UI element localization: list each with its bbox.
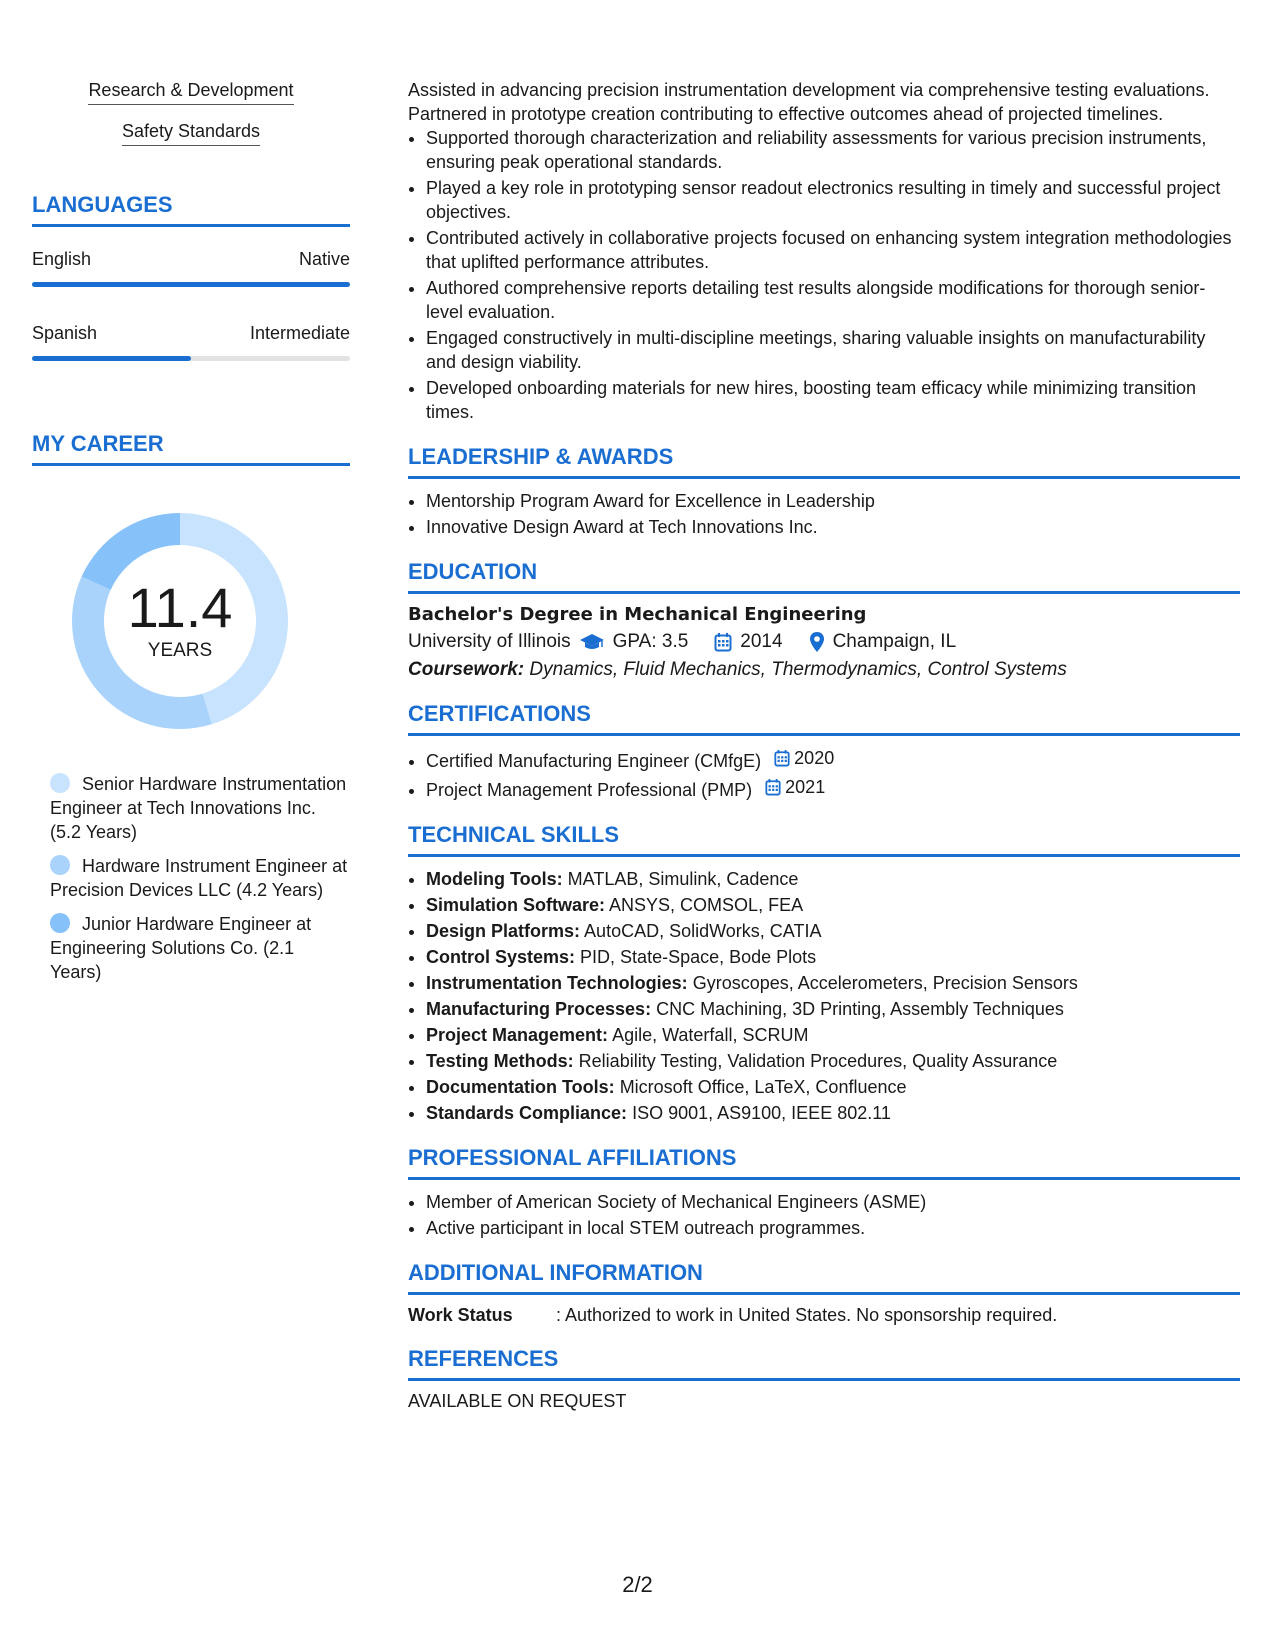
work-status-label: Work Status	[408, 1305, 513, 1325]
language-name: English	[32, 249, 92, 269]
technical-skill-item	[426, 867, 1240, 891]
legend-dot-icon	[50, 913, 70, 933]
experience-bullet: • Engaged constructively in multi-discipline meetings, sharing valuable insights on manufacturability and design viability.	[426, 326, 1240, 374]
certification-year: 2020	[794, 748, 835, 768]
technical-skill-item	[426, 919, 1240, 943]
leadership-list	[408, 489, 1240, 539]
skill-value: CNC Machining, 3D Printing, Assembly Techniques	[656, 999, 1064, 1019]
certification-name: Certified Manufacturing Engineer (CMfgE)	[426, 751, 762, 771]
language-name: Spanish	[32, 323, 98, 343]
skill-label: Simulation Software:	[426, 895, 606, 915]
work-status-value: : Authorized to work in United States. No sponsorship required.	[556, 1305, 1058, 1325]
technical-skill-item	[426, 893, 1240, 917]
leadership-item: • Innovative Design Award at Tech Innovations Inc.	[426, 515, 1240, 539]
page-number: 2/2	[622, 1572, 653, 1597]
career-legend-item	[50, 854, 350, 902]
skill-label: Project Management:	[426, 1025, 609, 1045]
experience-bullet: • Contributed actively in collaborative projects focused on enhancing system integration methodologies that uplifted performance attributes.	[426, 226, 1240, 274]
legend-dot-icon	[50, 773, 70, 793]
language-item	[32, 323, 350, 361]
career-section	[32, 431, 350, 984]
technical-skill-item	[426, 1023, 1240, 1047]
additional-info-title: ADDITIONAL INFORMATION	[408, 1260, 1240, 1295]
skill-value: MATLAB, Simulink, Cadence	[567, 869, 799, 889]
leadership-item: • Mentorship Program Award for Excellence in Leadership	[426, 489, 1240, 513]
skill-label: Standards Compliance:	[426, 1103, 628, 1123]
skill-label: Control Systems:	[426, 947, 576, 967]
skill-label: Documentation Tools:	[426, 1077, 615, 1097]
experience-bullet: • Developed onboarding materials for new hires, boosting team efficacy while minimizing transition times.	[426, 376, 1240, 424]
languages-title: LANGUAGES	[32, 192, 350, 227]
certification-item	[426, 775, 1240, 802]
technical-skill-item	[426, 997, 1240, 1021]
skill-value: Agile, Waterfall, SCRUM	[612, 1025, 809, 1045]
sidebar	[32, 80, 350, 994]
affiliation-item: • Member of American Society of Mechanical Engineers (ASME)	[426, 1190, 1240, 1214]
skill-value: AutoCAD, SolidWorks, CATIA	[584, 921, 822, 941]
certifications-list	[408, 746, 1240, 802]
education-details	[408, 631, 1240, 653]
career-total-unit: YEARS	[147, 640, 213, 661]
calendar-icon	[714, 632, 732, 652]
education-title: EDUCATION	[408, 559, 1240, 594]
skill-value: Microsoft Office, LaTeX, Confluence	[619, 1077, 907, 1097]
career-legend-item	[50, 912, 350, 984]
skill-label: Design Platforms:	[426, 921, 581, 941]
technical-skills-title: TECHNICAL SKILLS	[408, 822, 1240, 857]
career-donut-chart	[65, 506, 295, 736]
references-text: AVAILABLE ON REQUEST	[408, 1391, 627, 1411]
career-total-years: 11.4	[127, 576, 233, 639]
affiliations-list	[408, 1190, 1240, 1240]
legend-dot-icon	[50, 855, 70, 875]
certification-item	[426, 746, 1240, 773]
certification-name: Project Management Professional (PMP)	[426, 780, 753, 800]
skill-label: Testing Methods:	[426, 1051, 574, 1071]
skill-label: Manufacturing Processes:	[426, 999, 652, 1019]
work-status-row	[408, 1305, 1240, 1326]
graduation-cap-icon	[579, 632, 605, 652]
experience-summary: Assisted in advancing precision instrumentation development via comprehensive testing evaluations. Partnered in prototype creation contributing to effective outcomes ahead of projected timelines.	[408, 80, 1210, 124]
skill-value: Reliability Testing, Validation Procedures, Quality Assurance	[578, 1051, 1058, 1071]
skill-tag-label: Safety Standards	[122, 121, 260, 146]
skill-label: Instrumentation Technologies:	[426, 973, 688, 993]
experience-bullet: • Played a key role in prototyping sensor readout electronics resulting in timely and successful project objectives.	[426, 176, 1240, 224]
graduation-year: 2014	[740, 631, 783, 652]
skill-value: ISO 9001, AS9100, IEEE 802.11	[632, 1103, 891, 1123]
technical-skill-item	[426, 1075, 1240, 1099]
technical-skill-item	[426, 1101, 1240, 1125]
calendar-icon	[765, 778, 781, 796]
technical-skill-item	[426, 971, 1240, 995]
experience-bullet: • Authored comprehensive reports detailing test results alongside modifications for thorough senior-level evaluation.	[426, 276, 1240, 324]
main-content	[408, 78, 1240, 1412]
experience-bullets	[408, 126, 1240, 424]
career-title: MY CAREER	[32, 431, 350, 466]
career-legend-label: Senior Hardware Instrumentation Engineer at Tech Innovations Inc. (5.2 Years)	[50, 774, 347, 842]
career-legend-label: Hardware Instrument Engineer at Precision Devices LLC (4.2 Years)	[50, 856, 348, 900]
affiliations-title: PROFESSIONAL AFFILIATIONS	[408, 1145, 1240, 1180]
skill-tag	[32, 121, 350, 146]
technical-skill-item	[426, 1049, 1240, 1073]
languages-section	[32, 192, 350, 361]
language-bar-fill	[32, 282, 350, 287]
affiliation-item: • Active participant in local STEM outreach programmes.	[426, 1216, 1240, 1240]
coursework-list: Dynamics, Fluid Mechanics, Thermodynamics, Control Systems	[529, 659, 1067, 680]
certifications-title: CERTIFICATIONS	[408, 701, 1240, 736]
skill-value: ANSYS, COMSOL, FEA	[609, 895, 804, 915]
language-bar-fill	[32, 356, 191, 361]
skill-tag-label: Research & Development	[88, 80, 293, 105]
school-location: Champaign, IL	[832, 631, 957, 652]
technical-skill-item	[426, 945, 1240, 969]
language-bar	[32, 356, 350, 361]
gpa: GPA: 3.5	[612, 631, 689, 652]
experience-bullet: • Supported thorough characterization and reliability assessments for various precision instruments, ensuring peak operational standards.	[426, 126, 1240, 174]
skill-value: PID, State-Space, Bode Plots	[580, 947, 817, 967]
coursework-label: Coursework:	[408, 659, 525, 680]
coursework	[408, 659, 1240, 681]
career-legend	[32, 772, 350, 984]
language-bar	[32, 282, 350, 287]
degree-name: Bachelor's Degree in Mechanical Engineering	[408, 604, 867, 625]
references-title: REFERENCES	[408, 1346, 1240, 1381]
language-level: Native	[298, 249, 350, 269]
technical-skills-list	[408, 867, 1240, 1125]
skill-value: Gyroscopes, Accelerometers, Precision Sensors	[692, 973, 1078, 993]
location-pin-icon	[809, 631, 825, 653]
certification-year: 2021	[785, 777, 826, 797]
school-name: University of Illinois	[408, 631, 571, 652]
calendar-icon	[774, 749, 790, 767]
career-legend-label: Junior Hardware Engineer at Engineering Solutions Co. (2.1 Years)	[50, 914, 312, 982]
skill-label: Modeling Tools:	[426, 869, 563, 889]
language-item	[32, 249, 350, 287]
skill-tag	[32, 80, 350, 105]
leadership-title: LEADERSHIP & AWARDS	[408, 444, 1240, 479]
career-legend-item	[50, 772, 350, 844]
language-level: Intermediate	[249, 323, 350, 343]
